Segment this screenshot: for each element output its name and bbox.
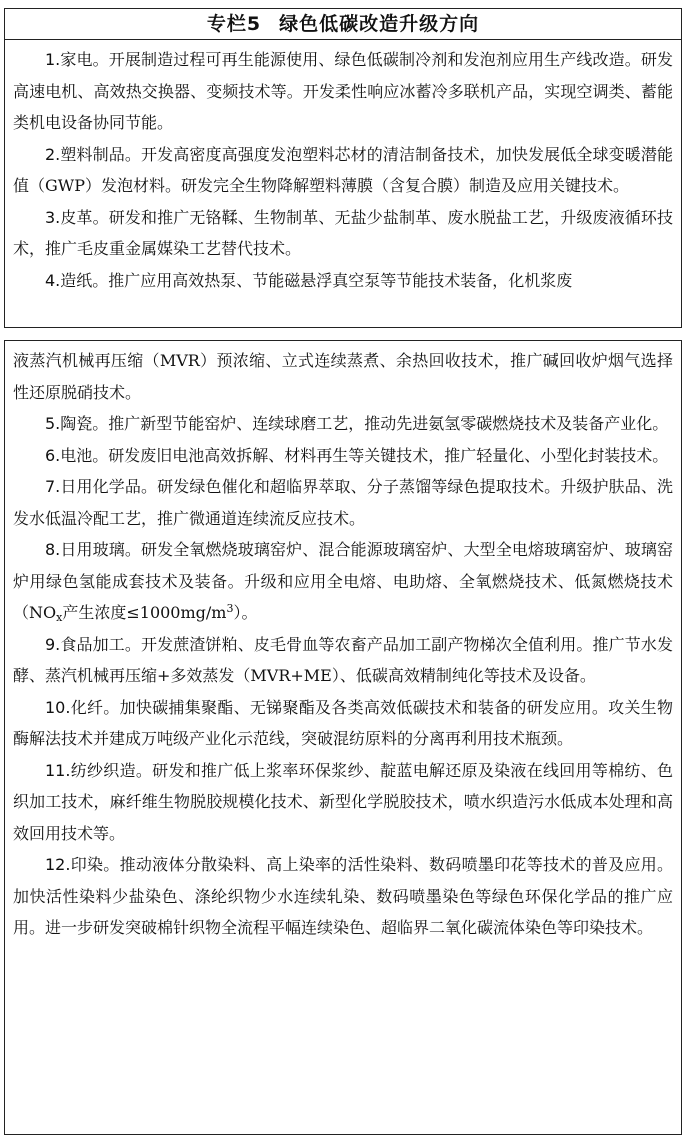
item-text: 研发和推广无铬鞣、生物制革、无盐少盐制革、废水脱盐工艺，升级废液循环技术，推广毛皮重金属媒染工艺替代技术。 bbox=[13, 207, 673, 258]
item-heading: 5.陶瓷。 bbox=[45, 414, 109, 433]
item-text: 研发绿色催化和超临界萃取、分子蒸馏等绿色提取技术。升级护肤品、洗发水低温冷配工艺，推广微通道连续流反应技术。 bbox=[13, 477, 673, 528]
item-chemical-fiber bbox=[13, 692, 673, 755]
item-spinning-weaving bbox=[13, 755, 673, 850]
item-batteries bbox=[13, 440, 673, 472]
item-text: 推广应用高效热泵、节能磁悬浮真空泵等节能技术装备，化机浆废 bbox=[108, 270, 573, 290]
item-text: 研发全氧燃烧玻璃窑炉、混合能源玻璃窑炉、大型全电熔玻璃窑炉、玻璃窑炉用绿色氢能成套技术及装备。升级和应用全电熔、电助熔、全氧燃烧技术、低氮燃烧技术（ bbox=[13, 540, 673, 622]
item-heading: 8.日用玻璃。 bbox=[45, 540, 142, 559]
column-box-part1 bbox=[4, 8, 682, 328]
column-label: 专栏 bbox=[206, 13, 247, 35]
column-title bbox=[5, 9, 681, 40]
item-dyeing-printing bbox=[13, 849, 673, 944]
item-text: 开发高密度高强度发泡塑料芯材的清洁制备技术，加快发展低全球变暖潜能值（GWP）发泡材料。研发完全生物降解塑料薄膜（含复合膜）制造及应用关键技术。 bbox=[13, 144, 673, 195]
column-box-part2 bbox=[4, 340, 682, 1135]
item-text: 加快碳捕集聚酯、无锑聚酯及各类高效低碳技术和装备的研发应用。攻关生物酶解法技术并建成万吨级产业化示范线，突破混纺原料的分离再利用技术瓶颈。 bbox=[13, 697, 673, 748]
item-heading: 11.纺纱织造。 bbox=[45, 760, 153, 780]
item-text: 开展制造过程可再生能源使用、绿色低碳制冷剂和发泡剂应用生产线改造。研发高速电机、高效热交换器、变频技术等。开发柔性响应冰蓄冷多联机产品，实现空调类、蓄能类机电设备协同节能。 bbox=[13, 50, 673, 132]
item-heading: 1.家电。 bbox=[45, 50, 109, 69]
item-heading: 9.食品加工。 bbox=[45, 634, 142, 654]
column-heading: 绿色低碳改造升级方向 bbox=[279, 13, 480, 35]
item-text: 开发蔗渣饼粕、皮毛骨血等农畜产品加工副产物梯次全值利用。推广节水发酵、蒸汽机械再压缩+多效蒸发（MVR+ME）、低碳高效精制纯化等技术及设备。 bbox=[13, 634, 673, 685]
item-papermaking-continued: 液蒸汽机械再压缩（MVR）预浓缩、立式连续蒸煮、余热回收技术，推广碱回收炉烟气选择性还原脱硝技术。 bbox=[13, 351, 673, 402]
item-heading: 12.印染。 bbox=[45, 855, 120, 874]
item-text: 研发和推广低上浆率环保浆纱、靛蓝电解还原及染液在线回用等棉纺、色织加工技术，麻纤维生物脱胶规模化技术、新型化学脱胶技术，喷水织造污水低成本处理和高效回用技术等。 bbox=[13, 760, 673, 843]
item-heading: 4.造纸。 bbox=[45, 270, 109, 290]
column-content-part1 bbox=[5, 40, 681, 296]
item-papermaking bbox=[13, 265, 673, 297]
item-heading: 7.日用化学品。 bbox=[45, 477, 158, 496]
item-appliances bbox=[13, 44, 673, 139]
item-daily-glass: 8.日用玻璃。研发全氧燃烧玻璃窑炉、混合能源玻璃窑炉、大型全电熔玻璃窑炉、玻璃窑炉用绿色氢能成套技术及装备。升级和应用全电熔、电助熔、全氧燃烧技术、低氮燃烧技术（$NO_x$产生浓度$\le 1000mg/m^3$）。 bbox=[13, 540, 673, 624]
item-heading: 2.塑料制品。 bbox=[45, 144, 142, 164]
item-heading: 10.化纤。 bbox=[45, 697, 120, 717]
item-heading: 6.电池。 bbox=[45, 445, 109, 465]
item-leather bbox=[13, 202, 673, 265]
column-content-part2 bbox=[5, 341, 681, 944]
item-food-processing bbox=[13, 629, 673, 692]
item-ceramics bbox=[13, 408, 673, 440]
column-number: 5 bbox=[246, 13, 262, 35]
item-text: 推动液体分散染料、高上染率的活性染料、数码喷墨印花等技术的普及应用。加快活性染料少盐染色、涤纶织物少水连续轧染、数码喷墨染色等绿色环保化学品的推广应用。进一步研发突破棉针织物全流程平幅连续染色、超临界二氧化碳流体染色等印染技术。 bbox=[13, 855, 673, 937]
item-heading: 3.皮革。 bbox=[45, 207, 109, 227]
item-text: 推广新型节能窑炉、连续球磨工艺，推动先进氨氢零碳燃烧技术及装备产业化。 bbox=[108, 414, 669, 433]
item-text: 研发废旧电池高效拆解、材料再生等关键技术，推广轻量化、小型化封装技术。 bbox=[108, 445, 669, 465]
item-daily-chemicals bbox=[13, 471, 673, 534]
nox-formula: $NO_x$ bbox=[29, 603, 63, 624]
item-plastics bbox=[13, 139, 673, 202]
